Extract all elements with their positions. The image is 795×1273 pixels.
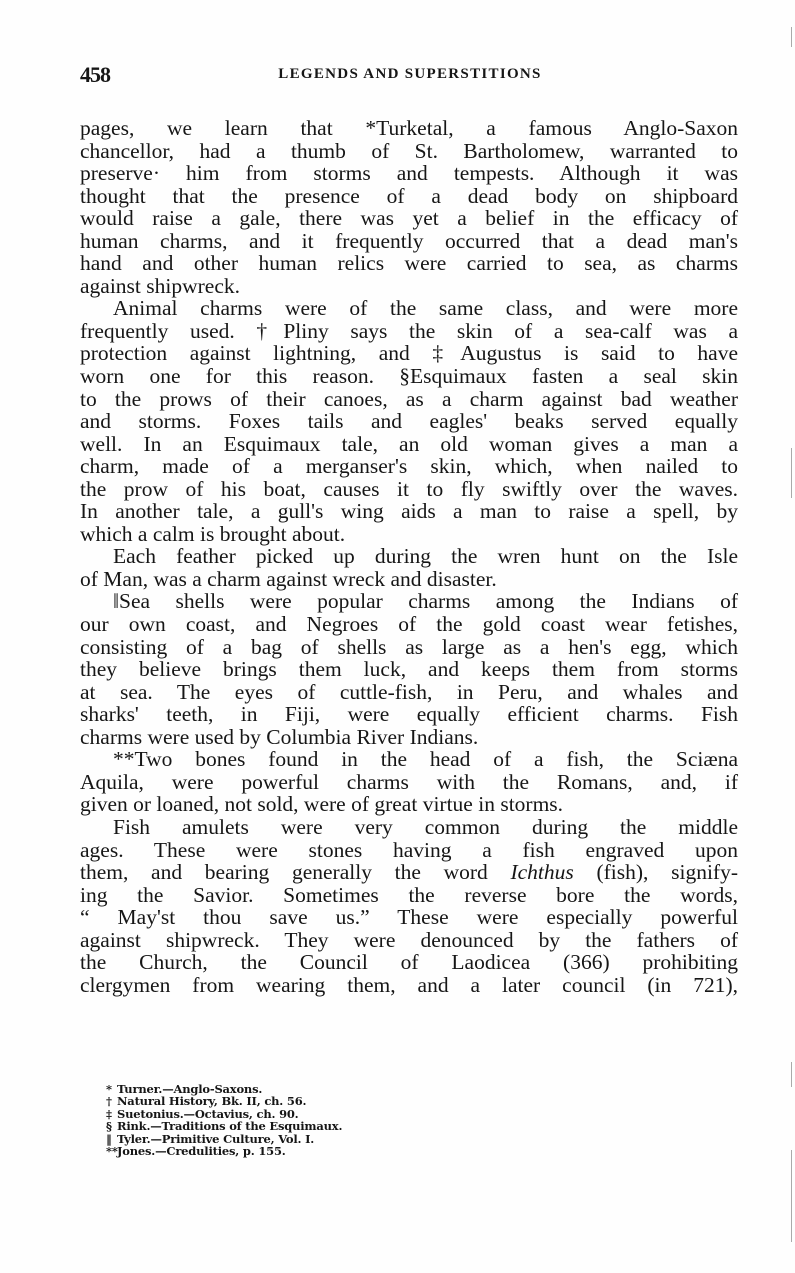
text-line: the Church, the Council of Laodicea (366) prohibiting xyxy=(80,950,738,975)
text-line: given or loaned, not sold, were of great virtue in storms. xyxy=(80,792,564,817)
text-line: pages, we learn that *Turketal, a famous Anglo-Saxon xyxy=(80,116,738,140)
footnote-text: Turner.—Anglo-Saxons. xyxy=(117,1082,263,1096)
text-line: thought that the presence of a dead body on shipboard xyxy=(80,183,738,208)
footnote-text: Rink.—Traditions of the Esquimaux. xyxy=(117,1119,343,1134)
text-line: sharks' teeth, in Fiji, were equally efficient charms. Fish xyxy=(80,702,738,727)
scan-edge-mark xyxy=(791,27,792,47)
footnote xyxy=(106,1145,342,1157)
text-line: ing the Savior. Sometimes the reverse bore the words, xyxy=(80,882,738,907)
footnote-marker: * xyxy=(106,1082,112,1096)
text-line: ages. These were stones having a fish engraved upon xyxy=(80,837,738,862)
text-line: **Two bones found in the head of a fish, the Sciæna xyxy=(113,747,738,772)
text-line: the prow of his boat, causes it to fly swiftly over the waves. xyxy=(80,476,738,501)
text-line: against shipwreck. They were denounced by the fathers of xyxy=(80,927,738,952)
text-line: would raise a gale, there was yet a belief in the efficacy of xyxy=(80,206,738,231)
text-line: human charms, and it frequently occurred that a dead man's xyxy=(80,228,738,253)
text-line: they believe brings them luck, and keeps them from storms xyxy=(80,657,738,682)
text-line: our own coast, and Negroes of the gold coast wear fetishes, xyxy=(80,612,738,637)
running-head: LEGENDS AND SUPERSTITIONS xyxy=(278,66,542,82)
body-text xyxy=(80,117,738,996)
footnotes xyxy=(106,1083,342,1157)
text-line: chancellor, had a thumb of St. Bartholomew, warranted to xyxy=(80,138,738,163)
text-line: of Man, was a charm against wreck and disaster. xyxy=(80,566,497,591)
text-line: clergymen from wearing them, and a later council (in 721), xyxy=(80,972,738,997)
text-line: Animal charms were of the same class, and were more xyxy=(113,296,738,321)
italic-term: Ichthus xyxy=(510,860,574,885)
text-line: frequently used. †Pliny says the skin of a sea-calf was a xyxy=(80,318,738,343)
page-header xyxy=(80,62,740,88)
text-line: at sea. The eyes of cuttle-fish, in Peru, and whales and xyxy=(80,679,738,704)
text-line: charm, made of a merganser's skin, which, when nailed to xyxy=(80,454,738,479)
text-line: which a calm is brought about. xyxy=(80,521,346,546)
text-line: charms were used by Columbia River Indians. xyxy=(80,724,479,749)
text-line: Aquila, were powerful charms with the Romans, and, if xyxy=(80,769,738,794)
scan-edge-mark xyxy=(791,448,792,498)
text-line: them, and bearing generally the word Ichthus (fish), signify- xyxy=(80,860,738,885)
text-line: hand and other human relics were carried to sea, as charms xyxy=(80,251,738,276)
page-number: 458 xyxy=(80,62,110,87)
text-line: Fish amulets were very common during the middle xyxy=(113,814,738,839)
text-line: consisting of a bag of shells as large as a hen's egg, which xyxy=(80,634,738,659)
text-line: worn one for this reason. §Esquimaux fasten a seal skin xyxy=(80,364,738,389)
text-line: protection against lightning, and ‡Augustus is said to have xyxy=(80,341,738,366)
text-line: “ May'st thou save us.” These were especially powerful xyxy=(80,905,738,930)
text-line: ‖Sea shells were popular charms among the Indians of xyxy=(113,589,738,614)
scan-edge-mark xyxy=(791,1150,792,1242)
footnote-text: Suetonius.—Octavius, ch. 90. xyxy=(117,1106,299,1121)
text-line: preserve· him from storms and tempests. Although it was xyxy=(80,161,738,186)
footnote-marker: § xyxy=(106,1119,112,1134)
footnote-text: Jones.—Credulities, p. 155. xyxy=(117,1143,286,1158)
text-line: In another tale, a gull's wing aids a man to raise a spell, by xyxy=(80,499,738,524)
text-line: Each feather picked up during the wren hunt on the Isle xyxy=(113,544,738,569)
scan-edge-mark xyxy=(791,1062,792,1087)
footnote-marker: ** xyxy=(106,1143,118,1158)
footnote-marker: ‖ xyxy=(106,1131,112,1146)
footnote-marker: † xyxy=(106,1094,112,1109)
footnote-marker: ‡ xyxy=(106,1106,112,1121)
text-line: against shipwreck. xyxy=(80,273,241,298)
footnote-text: Tyler.—Primitive Culture, Vol. I. xyxy=(117,1131,315,1146)
text-line: to the prows of their canoes, as a charm against bad weather xyxy=(80,386,738,411)
text-line: well. In an Esquimaux tale, an old woman gives a man a xyxy=(80,431,738,456)
footnote-text: Natural History, Bk. II, ch. 56. xyxy=(117,1094,307,1109)
text-line: and storms. Foxes tails and eagles' beaks served equally xyxy=(80,409,738,434)
